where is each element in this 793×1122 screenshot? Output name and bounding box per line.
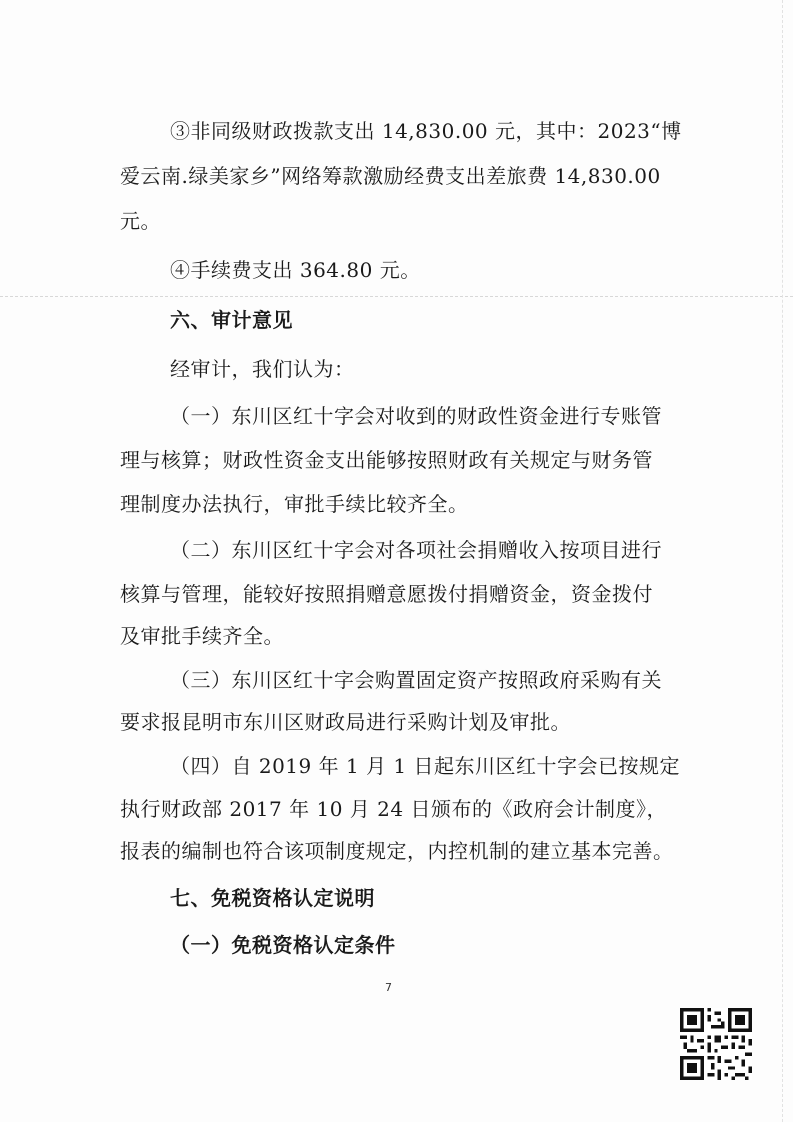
item-1-line-1: （一）东川区红十字会对收到的财政性资金进行专账管 [170, 404, 662, 428]
scan-artifact-line [0, 296, 793, 297]
page-number: 7 [385, 981, 392, 994]
item-2-line-1: （二）东川区红十字会对各项社会捐赠收入按项目进行 [170, 538, 662, 562]
section-7-heading: 七、免税资格认定说明 [170, 886, 375, 910]
section-6-intro: 经审计，我们认为： [170, 357, 355, 381]
qr-code-icon [680, 1008, 752, 1080]
section-7-subheading: （一）免税资格认定条件 [170, 933, 396, 957]
item-2-line-2: 核算与管理，能较好按照捐赠意愿拨付捐赠资金，资金拨付 [120, 582, 653, 606]
item-2-line-3: 及审批手续齐全。 [120, 624, 284, 648]
item-1-line-2: 理与核算；财政性资金支出能够按照财政有关规定与财务管 [120, 448, 653, 472]
item-3-line-2: 要求报昆明市东川区财政局进行采购计划及审批。 [120, 710, 571, 734]
para-3-line-3: 元。 [120, 209, 161, 233]
item-1-line-3: 理制度办法执行，审批手续比较齐全。 [120, 492, 469, 516]
scan-artifact-edge [782, 0, 783, 1122]
para-3-line-2: 爱云南.绿美家乡”网络筹款激励经费支出差旅费 14,830.00 [120, 164, 661, 188]
item-3-line-1: （三）东川区红十字会购置固定资产按照政府采购有关 [170, 668, 662, 692]
item-4-line-2: 执行财政部 2017 年 10 月 24 日颁布的《政府会计制度》， [120, 797, 667, 821]
section-6-heading: 六、审计意见 [170, 308, 293, 332]
item-4-line-1: （四）自 2019 年 1 月 1 日起东川区红十字会已按规定 [170, 754, 680, 778]
para-3-line-1: ③非同级财政拨款支出 14,830.00 元，其中：2023“博 [170, 119, 682, 143]
item-4-line-3: 报表的编制也符合该项制度规定，内控机制的建立基本完善。 [120, 839, 674, 863]
para-4-line-1: ④手续费支出 364.80 元。 [170, 258, 421, 282]
